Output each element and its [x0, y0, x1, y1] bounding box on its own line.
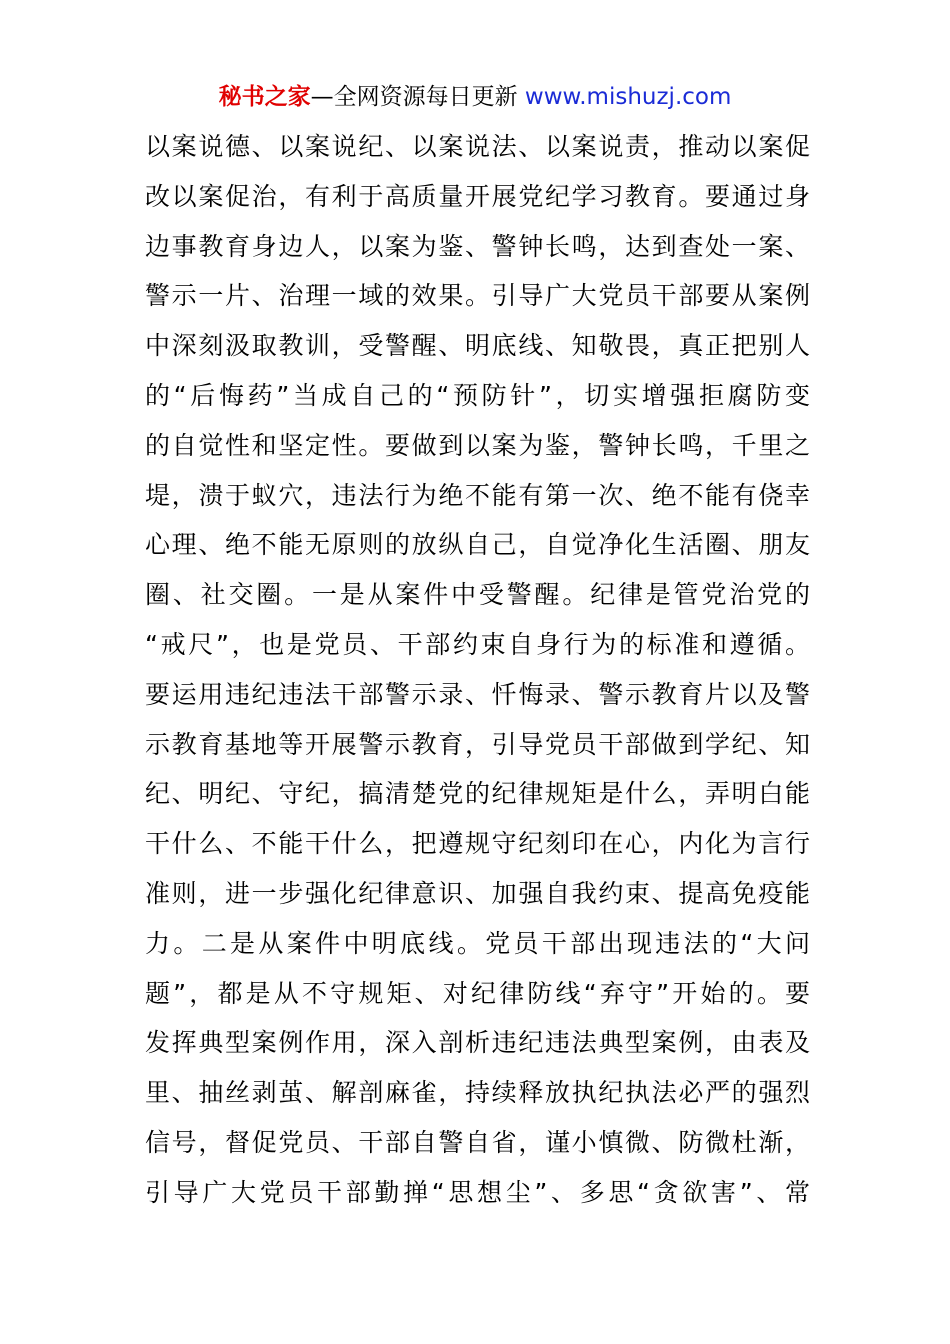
body-line: “戒尺”，也是党员、干部约束自身行为的标准和遵循。 [145, 629, 810, 659]
body-line: 里、抽丝剥茧、解剖麻雀，持续释放执纪执法必严的强烈 [145, 1078, 810, 1108]
body-line: 的“后悔药”当成自己的“预防针”，切实增强拒腐防变 [145, 380, 810, 410]
header-tagline: —全网资源每日更新 [310, 84, 518, 110]
page-header [0, 82, 950, 112]
body-line: 要运用违纪违法干部警示录、忏悔录、警示教育片以及警 [145, 679, 810, 709]
body-line: 圈、社交圈。一是从案件中受警醒。纪律是管党治党的 [145, 580, 810, 610]
body-line: 心理、绝不能无原则的放纵自己，自觉净化生活圈、朋友 [145, 530, 810, 560]
body-line: 题”，都是从不守规矩、对纪律防线“弃守”开始的。要 [145, 978, 810, 1008]
body-line: 边事教育身边人，以案为鉴、警钟长鸣，达到查处一案、 [145, 231, 810, 261]
document-body [145, 122, 810, 1218]
body-line: 力。二是从案件中明底线。党员干部出现违法的“大问 [145, 928, 810, 958]
body-line: 堤，溃于蚁穴，违法行为绝不能有第一次、绝不能有侥幸 [145, 480, 810, 510]
body-line: 干什么、不能干什么，把遵规守纪刻印在心，内化为言行 [145, 829, 810, 859]
body-line: 纪、明纪、守纪，搞清楚党的纪律规矩是什么，弄明白能 [145, 779, 810, 809]
body-line: 发挥典型案例作用，深入剖析违纪违法典型案例，由表及 [145, 1028, 810, 1058]
body-line: 示教育基地等开展警示教育，引导党员干部做到学纪、知 [145, 729, 810, 759]
body-line: 警示一片、治理一域的效果。引导广大党员干部要从案例 [145, 281, 810, 311]
body-line: 中深刻汲取教训，受警醒、明底线、知敬畏，真正把别人 [145, 331, 810, 361]
brand-name: 秘书之家 [218, 84, 311, 110]
body-line: 引导广大党员干部勤掸“思想尘”、多思“贪欲害”、常 [145, 1177, 810, 1207]
body-line: 的自觉性和坚定性。要做到以案为鉴，警钟长鸣，千里之 [145, 430, 810, 460]
body-line: 准则，进一步强化纪律意识、加强自我约束、提高免疫能 [145, 878, 810, 908]
body-line: 以案说德、以案说纪、以案说法、以案说责，推动以案促 [145, 132, 810, 161]
header-url-link[interactable]: www.mishuzj.com [524, 84, 732, 110]
body-line: 信号，督促党员、干部自警自省，谨小慎微、防微杜渐， [145, 1127, 810, 1157]
body-line: 改以案促治，有利于高质量开展党纪学习教育。要通过身 [145, 181, 810, 211]
